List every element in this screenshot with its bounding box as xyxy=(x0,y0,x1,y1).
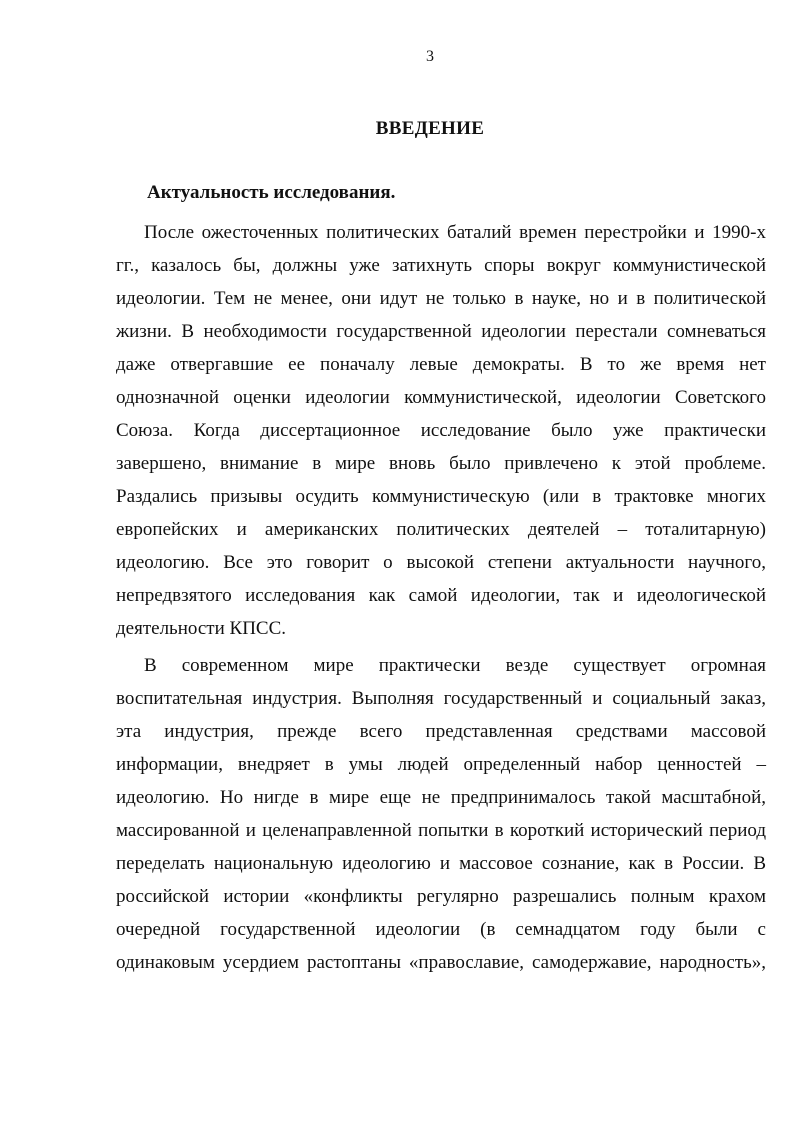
text-line: эта индустрия, прежде всего представленная средствами массовой xyxy=(116,721,766,742)
page-number: 3 xyxy=(426,48,434,65)
text-line: однозначной оценки идеологии коммунистической, идеологии Советского xyxy=(116,387,766,408)
text-line: Союза. Когда диссертационное исследование было уже практически xyxy=(116,420,766,441)
text-line: завершено, внимание в мире вновь было привлечено к этой проблеме. xyxy=(116,453,766,474)
text-line: переделать национальную идеологию и массовое сознание, как в России. В xyxy=(116,853,766,874)
paragraph-1 xyxy=(116,216,766,645)
text-line: гг., казалось бы, должны уже затихнуть споры вокруг коммунистической xyxy=(116,255,766,276)
section-heading: Актуальность исследования. xyxy=(147,182,396,203)
text-line: деятельности КПСС. xyxy=(116,618,287,639)
text-line: непредвзятого исследования как самой идеологии, так и идеологической xyxy=(116,585,766,606)
text-line: одинаковым усердием растоптаны «православие, самодержавие, народность», xyxy=(116,952,766,973)
text-line: воспитательная индустрия. Выполняя государственный и социальный заказ, xyxy=(116,688,766,709)
text-line: идеологии. Тем не менее, они идут не только в науке, но и в политической xyxy=(116,288,766,309)
text-line: Раздались призывы осудить коммунистическую (или в трактовке многих xyxy=(116,486,766,507)
paragraph-2 xyxy=(116,649,766,979)
text-line: идеологию. Все это говорит о высокой степени актуальности научного, xyxy=(116,552,766,573)
text-line: информации, внедряет в умы людей определенный набор ценностей – xyxy=(116,754,766,775)
text-line: массированной и целенаправленной попытки в короткий исторический период xyxy=(116,820,766,841)
text-line: даже отвергавшие ее поначалу левые демократы. В то же время нет xyxy=(116,354,766,375)
text-line: В современном мире практически везде существует огромная xyxy=(144,655,766,676)
text-line: После ожесточенных политических баталий времен перестройки и 1990-х xyxy=(144,222,766,243)
text-line: европейских и американских политических деятелей – тоталитарную) xyxy=(116,519,766,540)
body-text xyxy=(116,216,766,979)
text-line: российской истории «конфликты регулярно разрешались полным крахом xyxy=(116,886,766,907)
text-line: идеологию. Но нигде в мире еще не предпринималось такой масштабной, xyxy=(116,787,766,808)
page-title: ВВЕДЕНИЕ xyxy=(375,118,485,139)
text-line: жизни. В необходимости государственной идеологии перестали сомневаться xyxy=(116,321,766,342)
text-line: очередной государственной идеологии (в семнадцатом году были с xyxy=(116,919,766,940)
